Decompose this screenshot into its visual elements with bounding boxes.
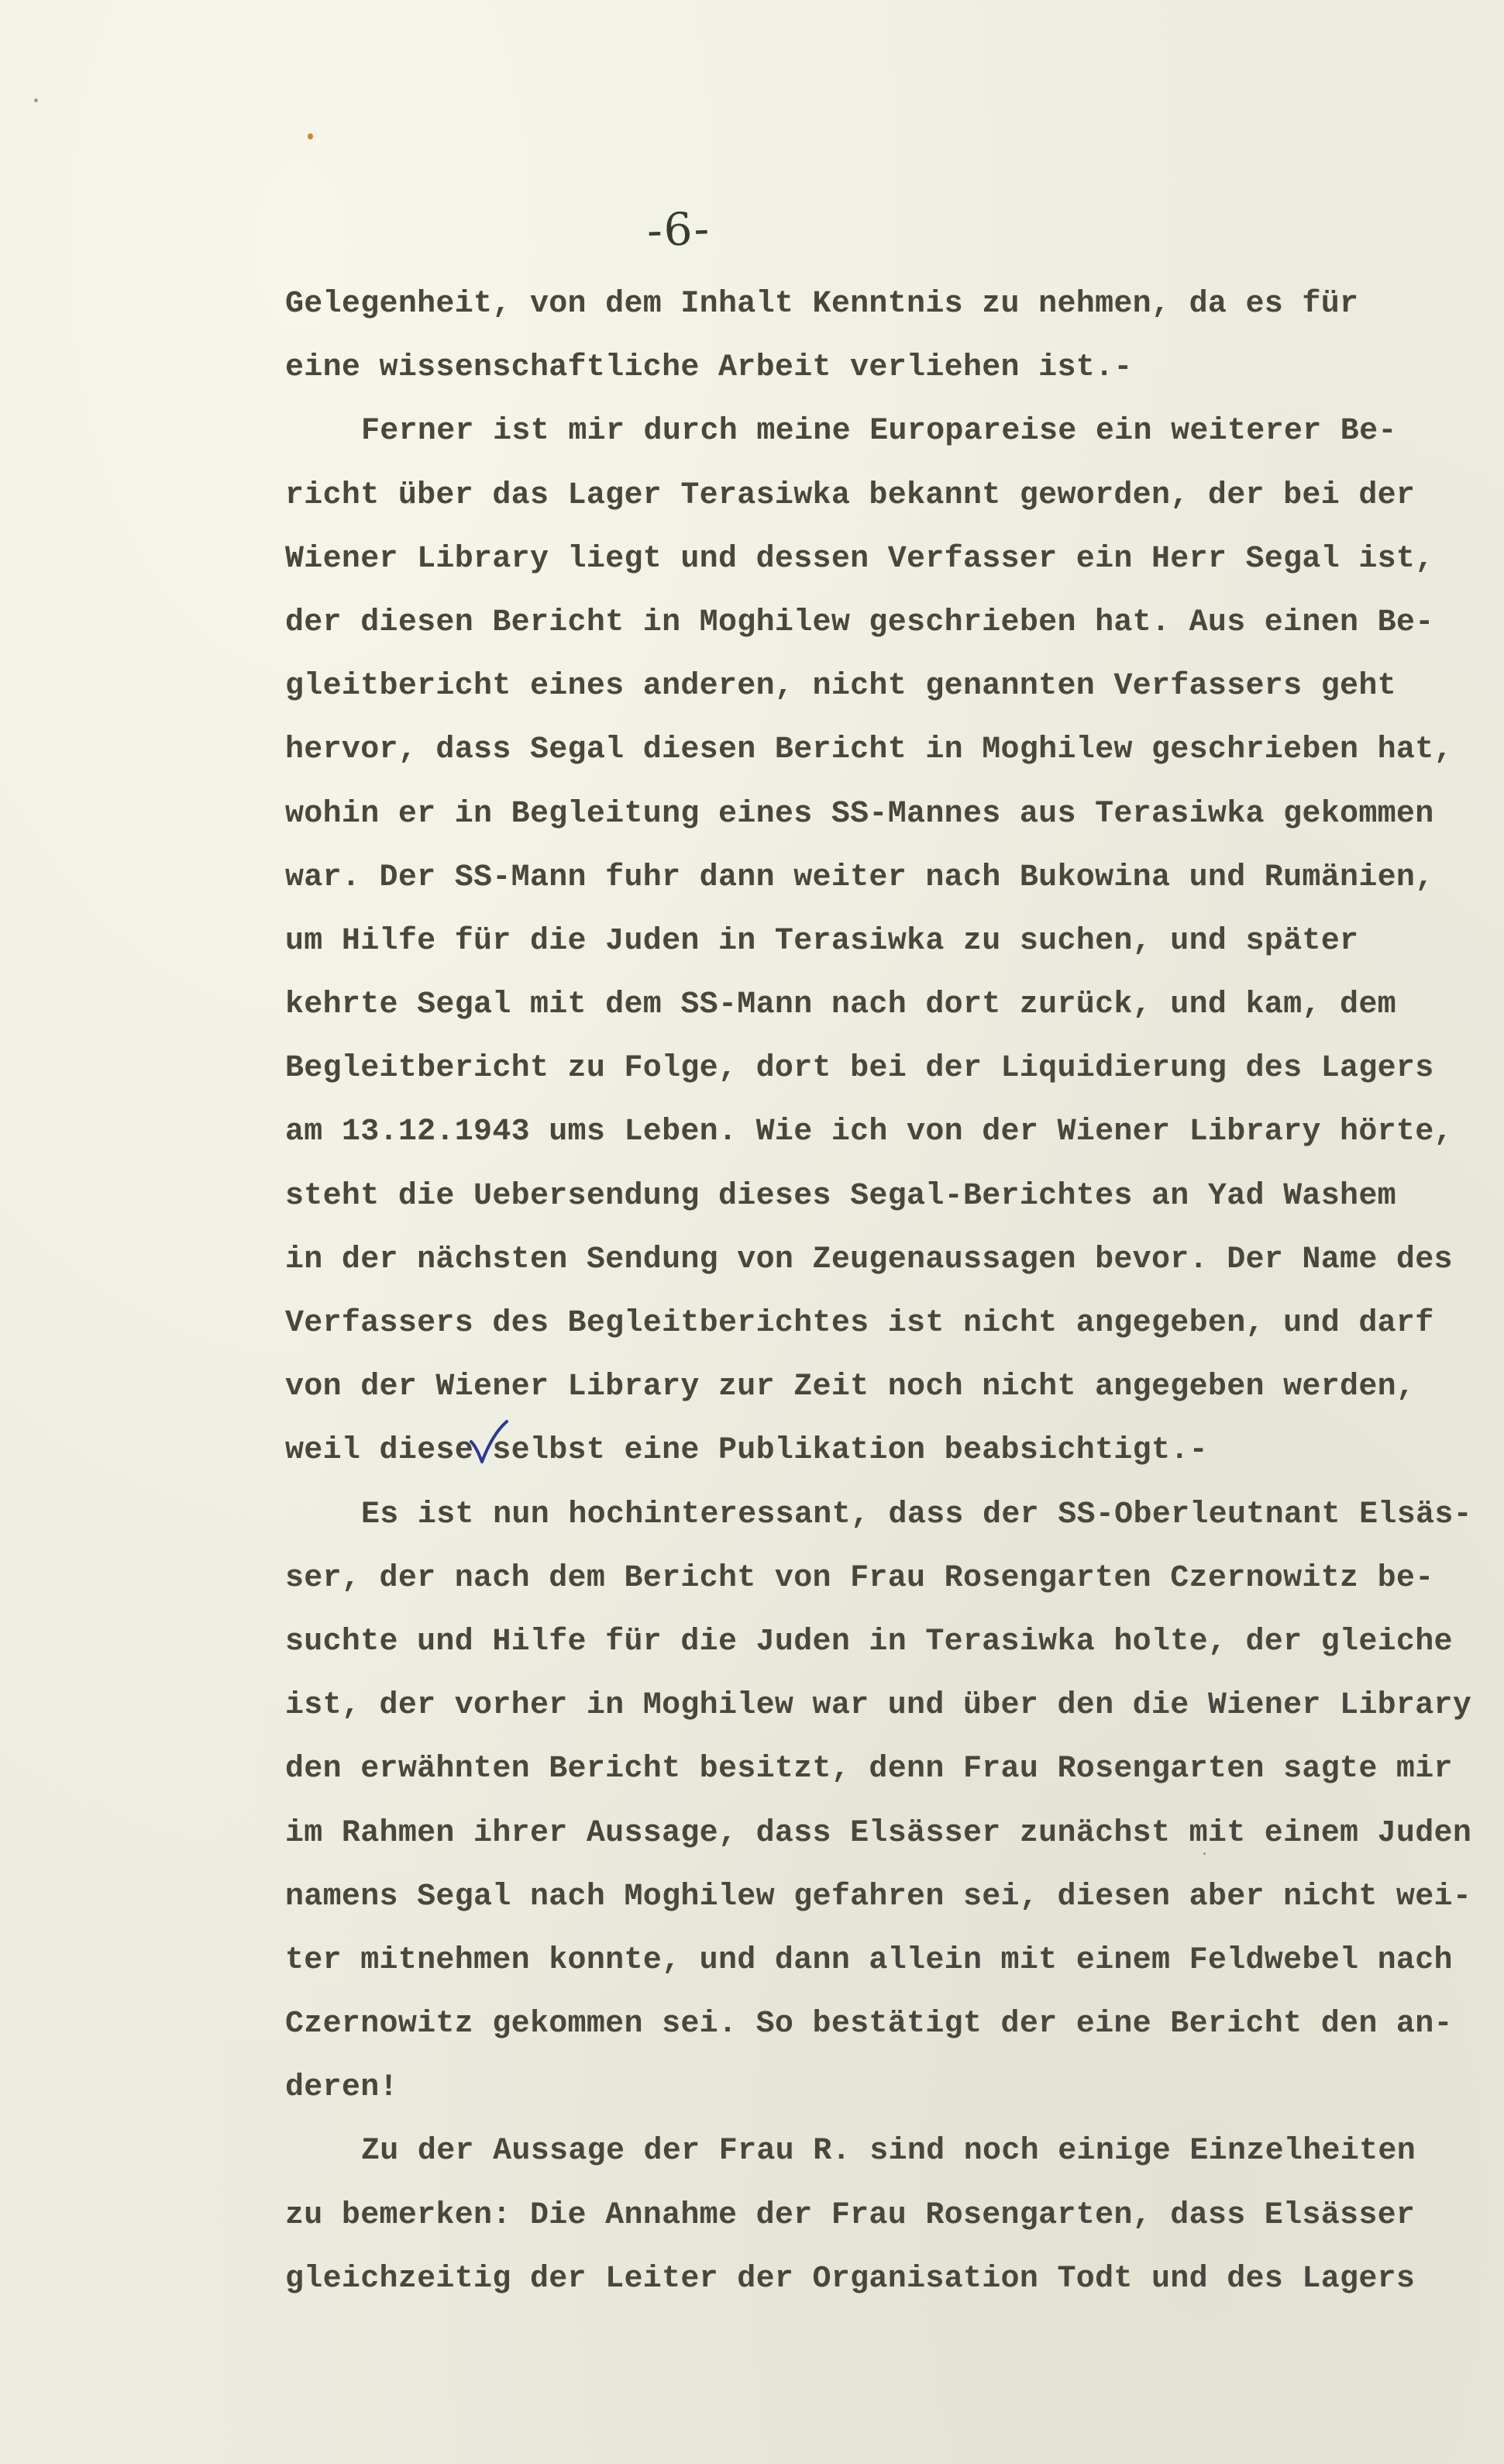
text-line: Es ist nun hochinteressant, dass der SS-Oberleutnant Elsäs- bbox=[361, 1497, 1472, 1532]
text-line: ter mitnehmen konnte, und dann allein mit einem Feldwebel nach bbox=[285, 1942, 1453, 1978]
text-line: hervor, dass Segal diesen Bericht in Moghilew geschrieben hat, bbox=[285, 732, 1453, 768]
text-line: steht die Uebersendung dieses Segal-Berichtes an Yad Washem bbox=[285, 1178, 1396, 1214]
text-line: gleichzeitig der Leiter der Organisation Todt und des Lagers bbox=[285, 2261, 1416, 2297]
text-line: wohin er in Begleitung eines SS-Mannes aus Terasiwka gekommen bbox=[285, 796, 1434, 832]
text-line: der diesen Bericht in Moghilew geschrieben hat. Aus einen Be- bbox=[285, 605, 1434, 640]
text-line: zu bemerken: Die Annahme der Frau Rosengarten, dass Elsässer bbox=[285, 2197, 1416, 2233]
text-line: kehrte Segal mit dem SS-Mann nach dort zurück, und kam, dem bbox=[285, 987, 1396, 1023]
text-line: ist, der vorher in Moghilew war und über den die Wiener Library bbox=[285, 1688, 1472, 1724]
text-line: ser, der nach dem Bericht von Frau Rosengarten Czernowitz be- bbox=[285, 1560, 1434, 1596]
text-line: Gelegenheit, von dem Inhalt Kenntnis zu nehmen, da es für bbox=[285, 287, 1359, 322]
typed-text-block bbox=[285, 273, 1494, 2311]
text-line: Begleitbericht zu Folge, dort bei der Liquidierung des Lagers bbox=[285, 1051, 1434, 1087]
text-line: in der nächsten Sendung von Zeugenaussagen bevor. Der Name des bbox=[285, 1242, 1453, 1277]
handwritten-check-mark bbox=[466, 1418, 510, 1468]
text-line: suchte und Hilfe für die Juden in Terasiwka holte, der gleiche bbox=[285, 1624, 1453, 1659]
text-line: von der Wiener Library zur Zeit noch nicht angegeben werden, bbox=[285, 1370, 1416, 1405]
text-line: deren! bbox=[285, 2070, 398, 2106]
text-line: Czernowitz gekommen sei. So bestätigt der eine Bericht den an- bbox=[285, 2007, 1453, 2042]
text-line: Verfassers des Begleitberichtes ist nicht angegeben, und darf bbox=[285, 1306, 1434, 1341]
paper-speck bbox=[34, 98, 38, 102]
text-line: Wiener Library liegt und dessen Verfasser ein Herr Segal ist, bbox=[285, 541, 1434, 577]
text-line: um Hilfe für die Juden in Terasiwka zu suchen, und später bbox=[285, 923, 1359, 959]
text-line: Ferner ist mir durch meine Europareise ein weiterer Be- bbox=[361, 414, 1397, 450]
text-line: Zu der Aussage der Frau R. sind noch einige Einzelheiten bbox=[361, 2134, 1416, 2169]
page-number: -6- bbox=[645, 202, 712, 257]
paper-speck bbox=[308, 133, 313, 140]
text-line: eine wissenschaftliche Arbeit verliehen ist.- bbox=[285, 350, 1133, 386]
text-line: richt über das Lager Terasiwka bekannt geworden, der bei der bbox=[285, 477, 1416, 513]
text-line: gleitbericht eines anderen, nicht genannten Verfassers geht bbox=[285, 669, 1396, 705]
text-line: weil diese selbst eine Publikation beabsichtigt.- bbox=[285, 1433, 1208, 1469]
text-line: am 13.12.1943 ums Leben. Wie ich von der Wiener Library hörte, bbox=[285, 1115, 1453, 1150]
text-line: den erwähnten Bericht besitzt, denn Frau Rosengarten sagte mir bbox=[285, 1752, 1453, 1787]
text-line: namens Segal nach Moghilew gefahren sei, diesen aber nicht wei- bbox=[285, 1879, 1472, 1914]
text-line: im Rahmen ihrer Aussage, dass Elsässer zunächst mit einem Juden bbox=[285, 1815, 1472, 1851]
text-line: war. Der SS-Mann fuhr dann weiter nach Bukowina und Rumänien, bbox=[285, 860, 1434, 895]
